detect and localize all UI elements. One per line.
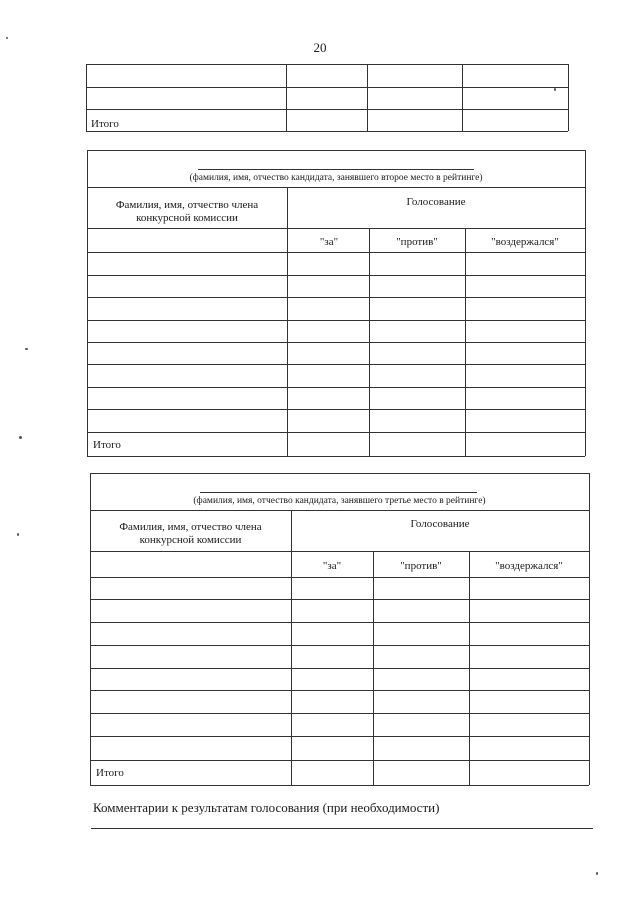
vote-abstained-header: "воздержался" — [491, 236, 559, 248]
table-line — [87, 150, 88, 456]
vote-against-header: "против" — [396, 236, 438, 248]
scan-speck — [554, 88, 556, 91]
member-header — [87, 199, 287, 225]
scan-speck — [596, 872, 598, 875]
table-line — [287, 187, 288, 456]
total-label: Итого — [91, 118, 119, 130]
scan-speck — [25, 348, 28, 350]
table-line — [87, 297, 585, 298]
vote-for-header: "за" — [322, 560, 342, 572]
table-line — [87, 187, 585, 188]
total-label: Итого — [93, 439, 121, 451]
table-line — [87, 409, 585, 410]
vote-against-header: "против" — [400, 560, 442, 572]
total-label: Итого — [96, 767, 124, 779]
table-line — [585, 150, 586, 456]
scan-speck — [17, 533, 19, 536]
scan-speck — [6, 37, 8, 39]
candidate-name-blank — [200, 492, 477, 493]
table-line — [568, 64, 569, 131]
table-line — [90, 668, 589, 669]
comments-line — [91, 828, 593, 829]
candidate-caption: (фамилия, имя, отчество кандидата, занявшего второе место в рейтинге) — [189, 173, 483, 183]
vote-abstained-header: "воздержался" — [495, 560, 563, 572]
table-line — [86, 131, 568, 132]
table-line — [87, 364, 585, 365]
table-line — [367, 64, 368, 131]
table-line — [369, 228, 370, 456]
table-line — [87, 275, 585, 276]
table-line — [90, 551, 589, 552]
table-line — [87, 342, 585, 343]
table-line — [90, 510, 589, 511]
table-line — [90, 785, 589, 786]
member-header-line: Фамилия, имя, отчество члена — [115, 199, 259, 211]
table-line — [291, 510, 292, 785]
member-header — [90, 521, 291, 547]
table-line — [87, 228, 585, 229]
scan-speck — [19, 436, 22, 439]
table-line — [469, 551, 470, 785]
table-line — [87, 252, 585, 253]
table-line — [87, 432, 585, 433]
table-line — [90, 622, 589, 623]
table-line — [87, 150, 585, 151]
table-line — [86, 64, 568, 65]
table-line — [286, 64, 287, 131]
table-line — [90, 599, 589, 600]
table-line — [90, 473, 91, 785]
table-line — [87, 320, 585, 321]
table-line — [90, 760, 589, 761]
table-line — [90, 736, 589, 737]
table-line — [462, 64, 463, 131]
table-line — [87, 387, 585, 388]
candidate-caption: (фамилия, имя, отчество кандидата, занявшего третье место в рейтинге) — [193, 496, 486, 506]
table-line — [90, 713, 589, 714]
table-line — [90, 577, 589, 578]
table-line — [86, 87, 568, 88]
comments-label: Комментарии к результатам голосования (при необходимости) — [93, 800, 440, 815]
table-line — [87, 456, 585, 457]
member-header-line: конкурсной комиссии — [136, 212, 238, 224]
table-line — [90, 473, 589, 474]
page-number: 20 — [313, 40, 327, 55]
voting-header: Голосование — [406, 196, 466, 208]
table-line — [90, 645, 589, 646]
table-line — [86, 109, 568, 110]
member-header-line: конкурсной комиссии — [139, 534, 242, 546]
table-line — [589, 473, 590, 785]
table-line — [90, 690, 589, 691]
member-header-line: Фамилия, имя, отчество члена — [119, 521, 262, 533]
table-line — [373, 551, 374, 785]
vote-for-header: "за" — [319, 236, 339, 248]
candidate-name-blank — [198, 169, 474, 170]
table-line — [465, 228, 466, 456]
table-line — [86, 64, 87, 131]
voting-header: Голосование — [410, 518, 470, 530]
